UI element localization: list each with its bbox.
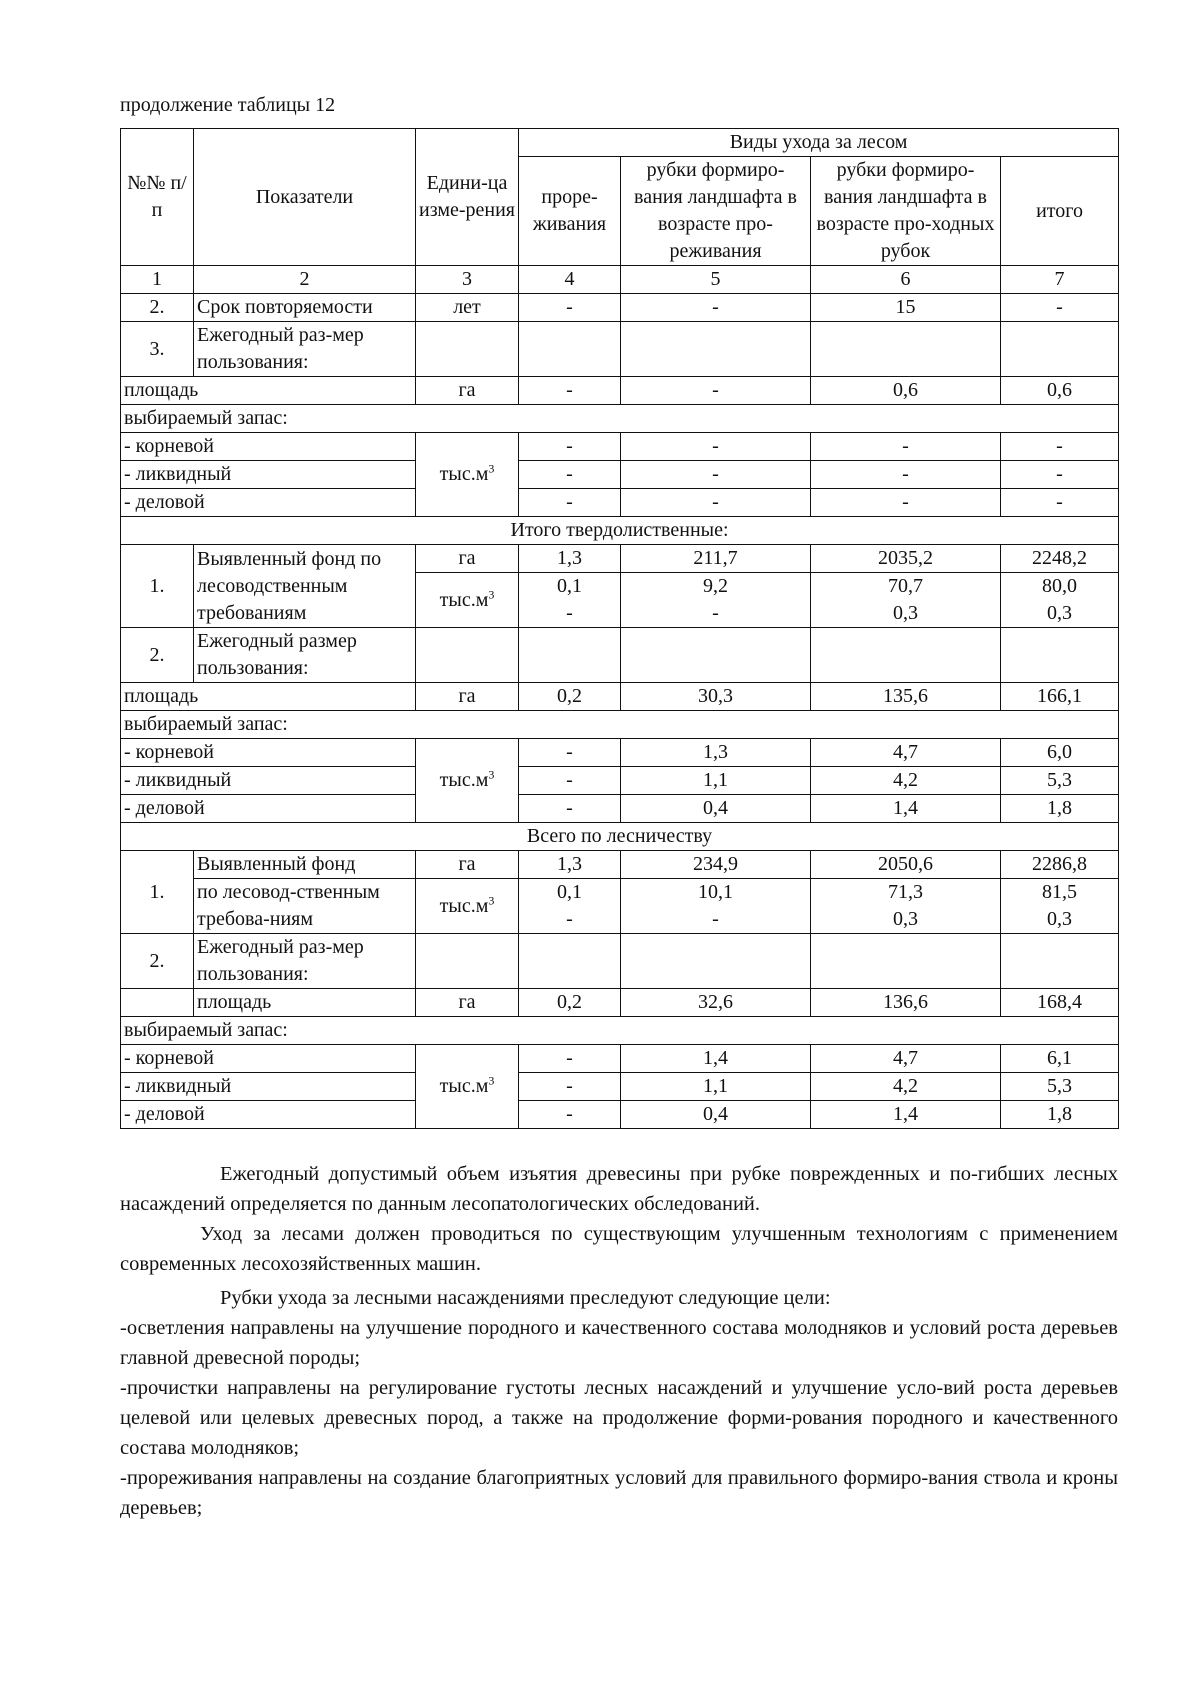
table-row [121, 1101, 1119, 1129]
body-text [120, 1159, 1118, 1523]
cell: 1,3 [519, 545, 621, 573]
paragraph: Уход за лесами должен проводиться по существующим улучшенным технологиям с применением современных лесохозяйственных машин. [120, 1223, 1118, 1275]
cell: 135,6 [811, 683, 1001, 711]
cell: 80,0 0,3 [1001, 573, 1119, 628]
section-title-row [121, 823, 1119, 851]
row-num: 3. [121, 322, 194, 377]
table-header-row [121, 129, 1119, 157]
cell: 211,7 [621, 545, 811, 573]
row-num: 2. [121, 934, 194, 989]
row-unit: га [416, 377, 519, 405]
table-row [121, 489, 1119, 517]
cell: 0,6 [1001, 377, 1119, 405]
row-label: - ликвидный [121, 767, 416, 795]
cell: 1,4 [621, 1045, 811, 1073]
cell: 81,5 0,3 [1001, 879, 1119, 934]
table-row [121, 934, 1119, 989]
header-num: №№ п/п [121, 129, 194, 266]
row-unit: лет [416, 294, 519, 322]
table-row [121, 767, 1119, 795]
cell: - [519, 433, 621, 461]
cell: 136,6 [811, 989, 1001, 1017]
cell: 4,7 [811, 1045, 1001, 1073]
row-label: - ликвидный [121, 461, 416, 489]
forest-care-table [120, 128, 1119, 1129]
row-label: - корневой [121, 1045, 416, 1073]
table-row [121, 851, 1119, 879]
cell: 1,4 [811, 1101, 1001, 1129]
cell: - [1001, 461, 1119, 489]
row-label: по лесовод-ственным требова-ниям [194, 879, 416, 934]
table-row [121, 628, 1119, 683]
col-number: 2 [194, 266, 416, 294]
cell: 0,2 [519, 683, 621, 711]
row-label: выбираемый запас: [121, 1017, 1119, 1045]
cell: 70,7 0,3 [811, 573, 1001, 628]
cell: 32,6 [621, 989, 811, 1017]
cell: - [519, 461, 621, 489]
cell: 9,2 - [621, 573, 811, 628]
section-title: Всего по лесничеству [121, 823, 1119, 851]
cell: 0,6 [811, 377, 1001, 405]
cell: 4,2 [811, 767, 1001, 795]
row-num: 1. [121, 545, 194, 628]
cell: 10,1 - [621, 879, 811, 934]
row-unit: га [416, 851, 519, 879]
row-unit: га [416, 683, 519, 711]
cell: - [519, 1073, 621, 1101]
cell: 234,9 [621, 851, 811, 879]
document-page [120, 92, 1118, 1523]
table-row [121, 795, 1119, 823]
cell: 30,3 [621, 683, 811, 711]
table-row [121, 294, 1119, 322]
table-row [121, 1073, 1119, 1101]
cell: 0,2 [519, 989, 621, 1017]
col-number: 6 [811, 266, 1001, 294]
section-title: Итого твердолиственные: [121, 517, 1119, 545]
row-label: Ежегодный раз-мер пользования: [194, 322, 416, 377]
cell: 2248,2 [1001, 545, 1119, 573]
paragraph: -прореживания направлены на создание благоприятных условий для правильного формиро-вания ствола и кроны деревьев; [120, 1467, 1118, 1519]
cell: - [1001, 433, 1119, 461]
row-label: Ежегодный раз-мер пользования: [194, 934, 416, 989]
column-numbers-row [121, 266, 1119, 294]
table-row [121, 1017, 1119, 1045]
cell: - [811, 433, 1001, 461]
cell: 5,3 [1001, 1073, 1119, 1101]
header-col5: рубки формиро-вания ландшафта в возрасте про-реживания [621, 157, 811, 266]
paragraph: -прочистки направлены на регулирование густоты лесных насаждений и улучшение усло-вий роста деревьев целевой или целевых древесных пород, а также на продолжение форми-рования породного и качественного состава молодняков; [120, 1377, 1118, 1459]
header-unit: Едини-ца изме-рения [416, 129, 519, 266]
row-label: - корневой [121, 433, 416, 461]
cell: 1,3 [519, 851, 621, 879]
row-unit: $тыс.м^3$ [416, 573, 519, 628]
header-col6: рубки формиро-вания ландшафта в возрасте про-ходных рубок [811, 157, 1001, 266]
cell: 1,4 [811, 795, 1001, 823]
paragraph: Ежегодный допустимый объем изъятия древесины при рубке поврежденных и по-гибших лесных насаждений определяется по данным лесопатологических обследований. [120, 1163, 1118, 1215]
cell: - [621, 433, 811, 461]
row-label: - деловой [121, 1101, 416, 1129]
cell: - [811, 461, 1001, 489]
cell: 2286,8 [1001, 851, 1119, 879]
row-label: выбираемый запас: [121, 405, 1119, 433]
row-unit: $тыс.м^3$ [416, 879, 519, 934]
row-label: выбираемый запас: [121, 711, 1119, 739]
cell: 1,8 [1001, 1101, 1119, 1129]
cell: - [519, 767, 621, 795]
cell: 71,3 0,3 [811, 879, 1001, 934]
row-unit: $тыс.м^3$ [416, 739, 519, 823]
table-row [121, 322, 1119, 377]
cell: - [811, 489, 1001, 517]
cell: 2035,2 [811, 545, 1001, 573]
row-unit: $тыс.м^3$ [416, 433, 519, 517]
row-num: 2. [121, 294, 194, 322]
row-label: площадь [121, 683, 416, 711]
row-label: - деловой [121, 795, 416, 823]
cell: - [519, 489, 621, 517]
row-label: Выявленный фонд по лесоводственным требованиям [194, 545, 416, 628]
table-row [121, 545, 1119, 573]
cell: - [519, 739, 621, 767]
cell: - [1001, 489, 1119, 517]
paragraph: Рубки ухода за лесными насаждениями преследуют следующие цели: [220, 1287, 831, 1309]
col-number: 7 [1001, 266, 1119, 294]
table-caption: продолжение таблицы 12 [120, 94, 336, 116]
table-row [121, 989, 1119, 1017]
table-row [121, 433, 1119, 461]
table-row [121, 377, 1119, 405]
cell: 4,7 [811, 739, 1001, 767]
row-label: - ликвидный [121, 1073, 416, 1101]
row-unit: га [416, 989, 519, 1017]
cell: 166,1 [1001, 683, 1119, 711]
cell: - [519, 377, 621, 405]
paragraph: -осветления направлены на улучшение породного и качественного состава молодняков и условий роста деревьев главной древесной породы; [120, 1317, 1118, 1369]
cell: 168,4 [1001, 989, 1119, 1017]
cell: 0,1 - [519, 879, 621, 934]
cell: - [621, 294, 811, 322]
cell: - [621, 461, 811, 489]
table-row [121, 879, 1119, 934]
cell: - [519, 1101, 621, 1129]
cell: - [621, 377, 811, 405]
row-label: площадь [194, 989, 416, 1017]
row-unit: га [416, 545, 519, 573]
cell: - [1001, 294, 1119, 322]
cell: 2050,6 [811, 851, 1001, 879]
cell: - [519, 795, 621, 823]
cell: - [621, 489, 811, 517]
row-label: Ежегодный размер пользования: [194, 628, 416, 683]
col-number: 3 [416, 266, 519, 294]
header-col4: проре-живания [519, 157, 621, 266]
cell: 1,3 [621, 739, 811, 767]
cell: - [519, 1045, 621, 1073]
row-label: площадь [121, 377, 416, 405]
cell: 0,4 [621, 795, 811, 823]
row-unit: $тыс.м^3$ [416, 1045, 519, 1129]
row-label: - корневой [121, 739, 416, 767]
cell: 1,8 [1001, 795, 1119, 823]
col-number: 4 [519, 266, 621, 294]
table-row [121, 1045, 1119, 1073]
table-row [121, 405, 1119, 433]
col-number: 5 [621, 266, 811, 294]
cell: 1,1 [621, 1073, 811, 1101]
cell: 4,2 [811, 1073, 1001, 1101]
table-row [121, 683, 1119, 711]
header-group: Виды ухода за лесом [519, 129, 1119, 157]
cell: 0,4 [621, 1101, 811, 1129]
row-label: - деловой [121, 489, 416, 517]
cell: 6,0 [1001, 739, 1119, 767]
row-label: Выявленный фонд [194, 851, 416, 879]
section-title-row [121, 517, 1119, 545]
table-row [121, 739, 1119, 767]
cell: 0,1 - [519, 573, 621, 628]
table-row [121, 711, 1119, 739]
row-label: Срок повторяемости [194, 294, 416, 322]
cell: 5,3 [1001, 767, 1119, 795]
row-num: 1. [121, 851, 194, 934]
header-indicators: Показатели [194, 129, 416, 266]
cell: 1,1 [621, 767, 811, 795]
cell: 6,1 [1001, 1045, 1119, 1073]
cell: - [519, 294, 621, 322]
cell: 15 [811, 294, 1001, 322]
row-num: 2. [121, 628, 194, 683]
table-row [121, 461, 1119, 489]
header-col7: итого [1001, 157, 1119, 266]
col-number: 1 [121, 266, 194, 294]
